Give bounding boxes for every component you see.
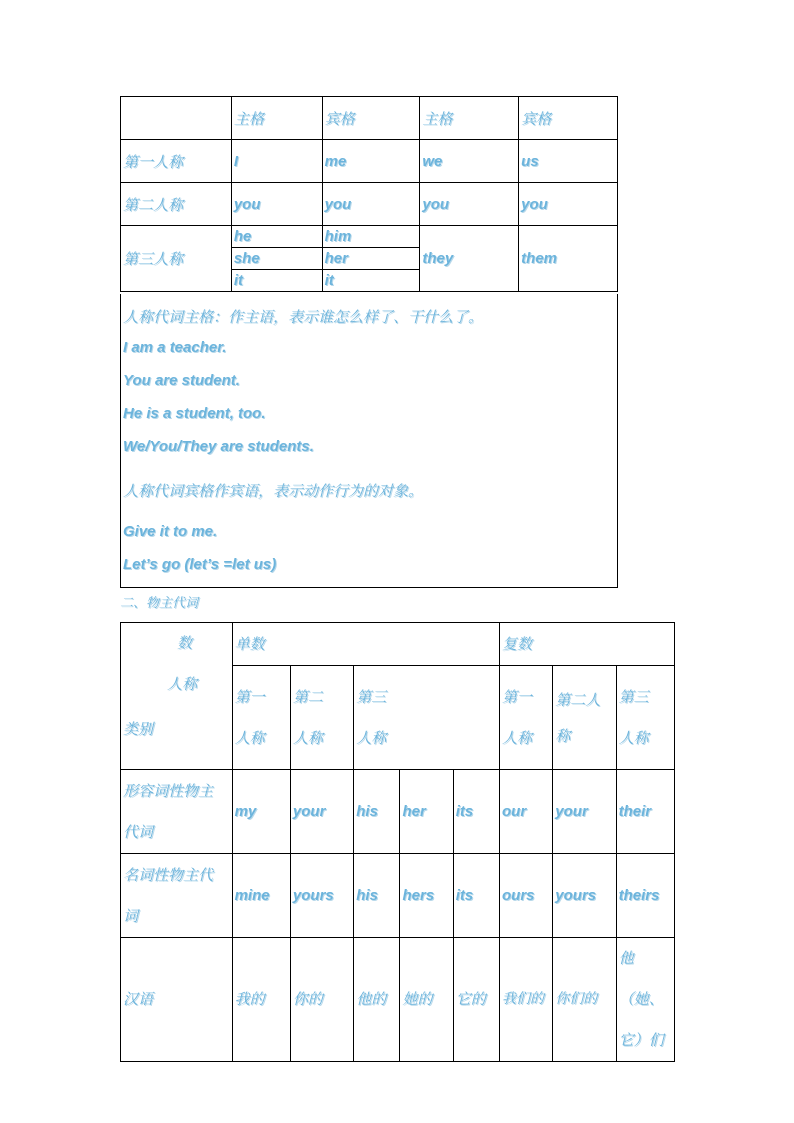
person-line: 称: [555, 726, 571, 745]
table-cell: yours: [290, 854, 353, 938]
singular-header: 单数: [232, 623, 499, 666]
row-label: 第二人称: [121, 183, 232, 226]
table-cell: 你们的: [553, 938, 616, 1062]
note-line: Give it to me.: [123, 523, 218, 540]
table-cell: 她的: [400, 938, 453, 1062]
possessive-pronoun-table: [120, 622, 675, 1062]
person-line: 第三: [356, 687, 387, 706]
table-cell: their: [616, 770, 674, 854]
label-line: 形容词性物主: [123, 781, 214, 800]
person-line: 第二人: [555, 690, 601, 709]
table-cell: mine: [232, 854, 290, 938]
person-line: 第一: [234, 687, 265, 706]
table-cell: we: [420, 140, 519, 183]
row-label: 第三人称: [121, 226, 232, 292]
table-cell: our: [500, 770, 553, 854]
corner-number: 数: [177, 634, 193, 652]
corner-category: 类别: [123, 720, 154, 738]
table-cell: your: [290, 770, 353, 854]
note-line: Let’s go (let’s =let us): [123, 556, 277, 573]
table-cell: you: [420, 183, 519, 226]
table-row: [121, 97, 618, 140]
person-line: 人称: [618, 728, 649, 747]
table-cell: theirs: [616, 854, 674, 938]
table-row: [121, 183, 618, 226]
person-header: [500, 666, 553, 770]
person-header: [553, 666, 616, 770]
table-cell: 它的: [453, 938, 499, 1062]
table-cell: I: [231, 140, 322, 183]
table-cell: her: [322, 248, 420, 270]
table-cell: its: [453, 770, 499, 854]
person-line: 人称: [234, 728, 265, 747]
note-line: 人称代词主格：作主语，表示谁怎么样了、干什么了。: [123, 308, 484, 326]
person-header: [290, 666, 353, 770]
table-cell: them: [519, 226, 618, 292]
person-line: 人称: [502, 728, 533, 747]
table-corner-cell: [121, 97, 232, 140]
table-cell: his: [354, 770, 400, 854]
section-title: 二、物主代词: [120, 596, 199, 611]
table-cell: us: [519, 140, 618, 183]
table-cell: it: [322, 270, 420, 292]
usage-notes: [120, 294, 618, 588]
table-cell: its: [453, 854, 499, 938]
table-row: [121, 140, 618, 183]
note-line: He is a student, too.: [123, 405, 266, 422]
table-cell: 我们的: [500, 938, 553, 1062]
table-cell: yours: [553, 854, 616, 938]
table-cell: him: [322, 226, 420, 248]
table-cell: hers: [400, 854, 453, 938]
header-cell: 宾格: [519, 97, 618, 140]
pronoun-case-table: [120, 96, 618, 292]
table-row: [121, 854, 675, 938]
table-cell: [616, 938, 674, 1062]
table-cell: she: [231, 248, 322, 270]
header-cell: 主格: [420, 97, 519, 140]
person-line: 第二: [292, 687, 323, 706]
header-cell: 主格: [231, 97, 322, 140]
table-cell: they: [420, 226, 519, 292]
header-cell: 宾格: [322, 97, 420, 140]
note-line: I am a teacher.: [123, 339, 227, 356]
corner-person: 人称: [167, 675, 198, 693]
cn-line: 他（她、: [618, 949, 664, 1008]
table-cell: you: [519, 183, 618, 226]
person-header: [616, 666, 674, 770]
row-label: 第一人称: [121, 140, 232, 183]
table-cell: you: [322, 183, 420, 226]
table-cell: his: [354, 854, 400, 938]
person-line: 人称: [292, 728, 323, 747]
table-row: [121, 226, 618, 248]
table-cell: 他的: [354, 938, 400, 1062]
table-corner-cell: [121, 623, 233, 770]
table-cell: 我的: [232, 938, 290, 1062]
cn-line: 它）们: [618, 1031, 664, 1049]
label-line: 名词性物主代: [123, 865, 214, 884]
table-cell: your: [553, 770, 616, 854]
table-cell: ours: [500, 854, 553, 938]
row-label: [121, 770, 233, 854]
table-cell: her: [400, 770, 453, 854]
label-line: 代词: [123, 822, 154, 841]
table-row: [121, 770, 675, 854]
table-cell: my: [232, 770, 290, 854]
person-line: 第三: [618, 687, 649, 706]
table-row: [121, 623, 675, 666]
row-label: [121, 854, 233, 938]
person-line: 人称: [356, 728, 387, 747]
row-label: 汉语: [121, 938, 233, 1062]
plural-header: 复数: [500, 623, 675, 666]
person-header: [232, 666, 290, 770]
table-cell: he: [231, 226, 322, 248]
table-cell: me: [322, 140, 420, 183]
label-line: 词: [123, 906, 139, 925]
person-header: [354, 666, 500, 770]
note-line: 人称代词宾格作宾语，表示动作行为的对象。: [123, 482, 424, 500]
table-cell: 你的: [290, 938, 353, 1062]
person-line: 第一: [502, 687, 533, 706]
table-row: [121, 938, 675, 1062]
note-line: You are student.: [123, 372, 240, 389]
note-line: We/You/They are students.: [123, 438, 314, 455]
table-cell: it: [231, 270, 322, 292]
table-cell: you: [231, 183, 322, 226]
